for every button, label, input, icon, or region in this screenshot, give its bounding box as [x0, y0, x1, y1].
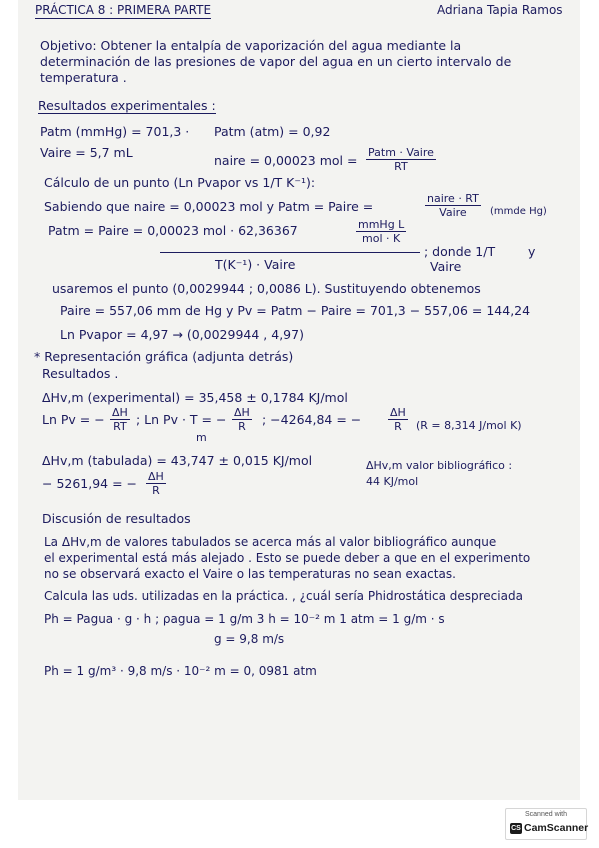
- calc-heading: Cálculo de un punto (Ln Pvapor vs 1/T K⁻¹):: [44, 175, 316, 190]
- fraction-2-denominator: R: [238, 420, 246, 433]
- slope-m-label: m: [196, 431, 207, 444]
- sabiendo-fraction: [425, 192, 481, 219]
- final-result-line: Ph = 1 g/m³ · 9,8 m/s · 10⁻² m = 0, 0981 atm: [44, 664, 317, 678]
- naire-fraction: [366, 146, 436, 173]
- r-unit-denominator: mol · K: [362, 232, 401, 245]
- ln-pvapor-line: Ln Pvapor = 4,97 → (0,0029944 , 4,97): [60, 327, 304, 342]
- author-name: Adriana Tapia Ramos: [437, 3, 563, 17]
- results-heading: Resultados experimentales :: [38, 98, 216, 113]
- discussion-line-3: no se observará exacto el Vaire o las temperaturas no sean exactas.: [44, 567, 456, 581]
- naire-numerator: Patm · Vaire: [368, 146, 434, 159]
- fraction-dh-rt: [110, 406, 130, 433]
- fraction-2-numerator: ΔH: [234, 406, 250, 419]
- fraction-1-denominator: RT: [113, 420, 127, 433]
- discussion-line-2: el experimental está más alejado . Esto se puede deber a que en el experimento: [44, 551, 531, 565]
- biblio-line-1: ΔHv,m valor bibliográfico :: [366, 459, 513, 472]
- sabiendo-denominator: Vaire: [439, 206, 467, 219]
- fraction-dh-r-2: [388, 406, 408, 433]
- enthalpy-experimental: ΔHv,m (experimental) = 35,458 ± 0,1784 KJ/mol: [42, 390, 348, 405]
- fraction-3-denominator: R: [394, 420, 402, 433]
- camscanner-logo-icon: CS: [511, 825, 521, 832]
- r-constant-value: (R = 8,314 J/mol K): [416, 419, 522, 432]
- donde-y: y: [528, 244, 536, 259]
- gravity-line: g = 9,8 m/s: [214, 632, 285, 646]
- tabulated-equation: − 5261,94 = −: [42, 476, 138, 491]
- fraction-3-numerator: ΔH: [390, 406, 406, 419]
- division-line: [160, 252, 420, 253]
- hydrostatic-pressure-line: Ph = Pagua · g · h ; ρagua = 1 g/m 3 h = 10⁻² m 1 atm = 1 g/m · s: [44, 612, 445, 626]
- slope-equation: ; −4264,84 = −: [262, 412, 362, 427]
- objective-line-3: temperatura .: [40, 70, 127, 85]
- biblio-line-2: 44 KJ/mol: [366, 475, 419, 488]
- camscanner-brand: CamScanner: [524, 822, 589, 834]
- patm-paire-line: Patm = Paire = 0,00023 mol · 62,36367: [48, 223, 298, 238]
- fraction-dh-r-3: [146, 470, 166, 497]
- discussion-question: Calcula las uds. utilizadas en la práctica. , ¿cuál sería Phidrostática despreciada: [44, 589, 523, 603]
- practice-title: PRÁCTICA 8 : PRIMERA PARTE: [35, 3, 212, 17]
- paire-line: Paire = 557,06 mm de Hg y Pv = Patm − Paire = 701,3 − 557,06 = 144,24: [60, 303, 531, 318]
- naire-equation: naire = 0,00023 mol =: [214, 153, 358, 168]
- fraction-1-numerator: ΔH: [112, 406, 128, 419]
- naire-denominator: RT: [394, 160, 408, 173]
- r-constant-fraction: [356, 218, 406, 245]
- graph-note: * Representación gráfica (adjunta detrás): [34, 349, 294, 364]
- camscanner-badge: [505, 808, 587, 840]
- donde-text: ; donde 1/T: [424, 244, 496, 259]
- ln-pv-t-label: ; Ln Pv · T = −: [136, 412, 227, 427]
- r-unit-numerator: mmHg L: [358, 218, 405, 231]
- results-heading-2: Resultados .: [42, 366, 119, 381]
- fraction-4-numerator: ΔH: [148, 470, 164, 483]
- discussion-line-1: La ΔHv,m de valores tabulados se acerca más al valor bibliográfico aunque: [44, 535, 497, 549]
- denominator-text: T(K⁻¹) · Vaire: [215, 257, 296, 272]
- patm-atm: Patm (atm) = 0,92: [214, 124, 331, 139]
- objective-line-1: Objetivo: Obtener la entalpía de vaporización del agua mediante la: [40, 38, 462, 53]
- vaire-value: Vaire = 5,7 mL: [40, 145, 133, 160]
- point-line: usaremos el punto (0,0029944 ; 0,0086 L). Sustituyendo obtenemos: [52, 281, 481, 296]
- ln-pv-label: Ln Pv = −: [42, 412, 105, 427]
- sabiendo-numerator: naire · RT: [427, 192, 479, 205]
- discussion-heading: Discusión de resultados: [42, 511, 191, 526]
- patm-mmhg: Patm (mmHg) = 701,3 ·: [40, 124, 190, 139]
- objective-line-2: determinación de las presiones de vapor del agua en un cierto intervalo de: [40, 54, 512, 69]
- fraction-4-denominator: R: [152, 484, 160, 497]
- enthalpy-tabulated: ΔHv,m (tabulada) = 43,747 ± 0,015 KJ/mol: [42, 453, 313, 468]
- fraction-dh-r-1: [232, 406, 252, 433]
- mmhg-unit: (mmde Hg): [490, 206, 547, 217]
- scanned-with-text: Scanned with: [524, 811, 568, 818]
- vaire-word: Vaire: [430, 259, 462, 274]
- sabiendo-line: Sabiendo que naire = 0,00023 mol y Patm = Paire =: [44, 199, 374, 214]
